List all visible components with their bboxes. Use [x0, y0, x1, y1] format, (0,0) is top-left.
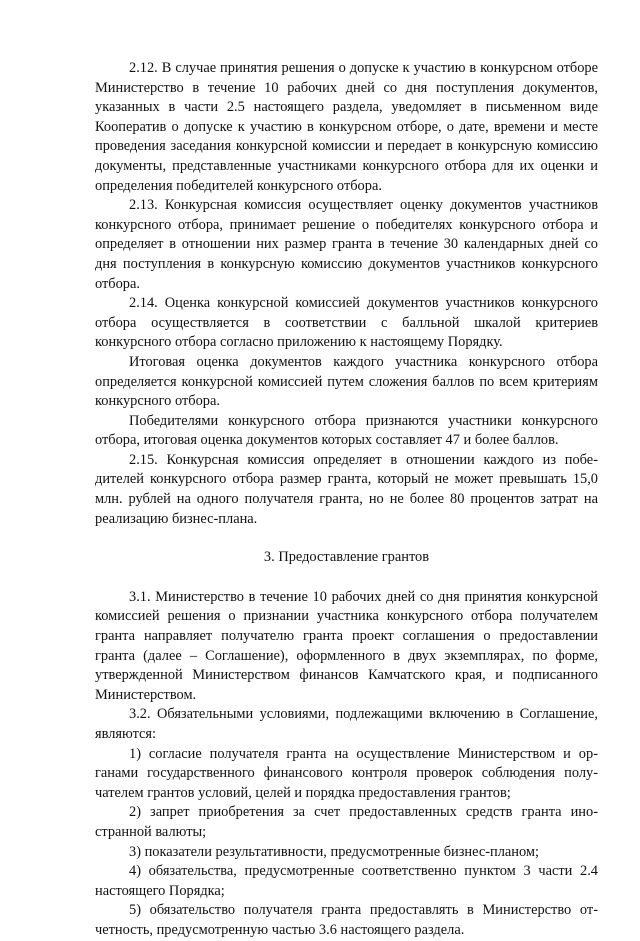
paragraph-3-2: 3.2. Обязательными условиями, подлежащими включению в Соглашение, являются: [95, 706, 598, 742]
paragraph-2-13: 2.13. Конкурсная комиссия осуществляет оценку документов участников конкурсного отбора, принимает решение о победителях конкурсного отбора и определяет в отношении них размер гранта в течение 30 календарных дней со дня поступления в конкурсную комиссию документов участников конкурсного отбора. [95, 197, 598, 292]
paragraph-winners: Победителями конкурсного отбора признаются участники конкурсного отбора, итоговая оценка документов которых составляет 47 и более баллов. [95, 412, 598, 449]
paragraph-2-14: 2.14. Оценка конкурсной комиссией документов участников конкурсного отбора осуществляется в соответствии с балльной шкалой критериев конкурсного отбора согласно приложению к настоящему Порядку. [95, 295, 598, 351]
list-item-3: 3) показатели результативности, предусмотренные бизнес-планом; [129, 843, 540, 860]
list-item-4: 4) обязательства, предусмотренные соответственно пунктом 3 части 2.4 настоящего Порядка; [95, 863, 598, 899]
paragraph-2-15: 2.15. Конкурсная комиссия определяет в отношении каждого из победителей конкурсного отбора размер гранта, который не может превышать 15,0 млн. рублей на одного получателя гранта, но не более 80 процентов затрат на реализацию бизнес-плана. [95, 451, 598, 527]
paragraph-3-1: 3.1. Министерство в течение 10 рабочих дней со дня принятия конкурсной комиссией решения о признании участника конкурсного отбора получателем гранта направляет получателю гранта проект соглашения о предоставлении гранта (далее – Соглашение), оформленного в двух экземплярах, по форме, утвержденной Министерством финансов Камчатского края, и подписанного Министерством. [95, 588, 598, 703]
list-item-5: 5) обязательство получателя гранта предоставлять в Министерство отчетность, предусмотренную частью 3.6 настоящего раздела. [95, 902, 598, 938]
section-heading: 3. Предоставление грантов [263, 549, 430, 566]
list-item-2: 2) запрет приобретения за счет предоставленных средств гранта иностранной валюты; [95, 804, 598, 840]
list-item-1: 1) согласие получателя гранта на осуществление Министерством и органами государственного финансового контроля проверок соблюдения получателем грантов условий, целей и порядка предоставления грантов; [95, 745, 598, 801]
document-body [95, 59, 598, 941]
paragraph-2-12: 2.12. В случае принятия решения о допуске к участию в конкурсном отборе Министерство в течение 10 рабочих дней со дня поступления документов, указанных в части 2.5 настоящего раздела, уведомляет в письменном виде Кооператив о допуске к участию в конкурсном отборе, о дате, времени и месте проведения заседания конкурсной комиссии и передает в конкурсную комиссию документы, представленные участниками конкурсного отбора для их оценки и определения победителей конкурсного отбора. [95, 60, 598, 194]
paragraph-final-score: Итоговая оценка документов каждого участника конкурсного отбора определяется конкурсной комиссией путем сложения баллов по всем критериям конкурсного отбора. [95, 353, 598, 410]
